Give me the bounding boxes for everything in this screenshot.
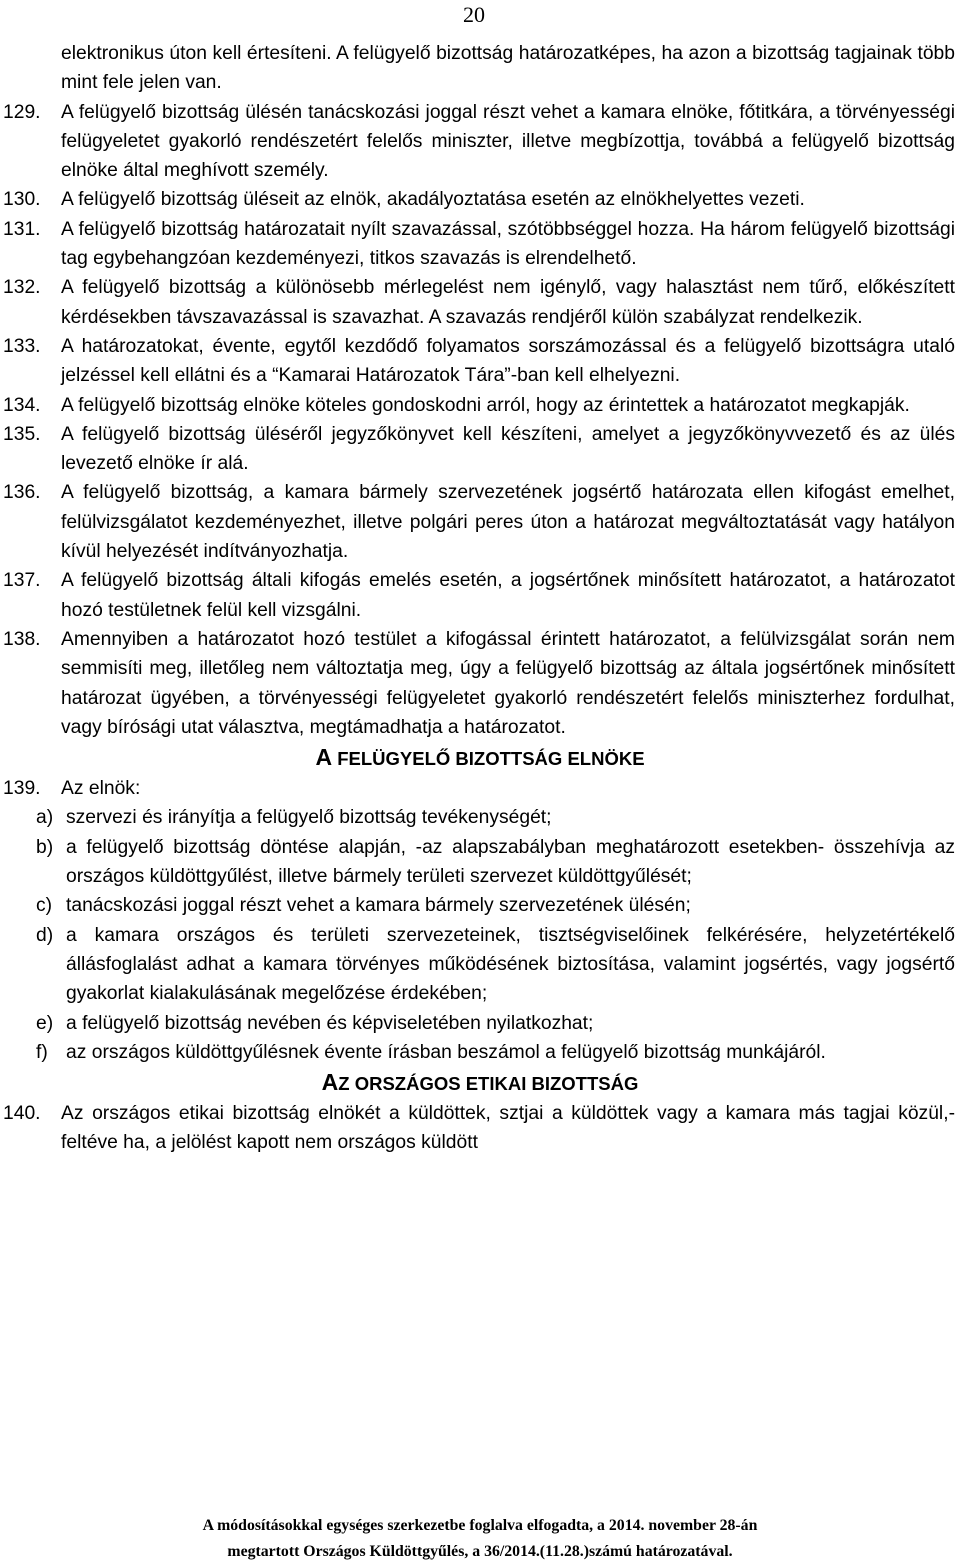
list-item [0,566,960,625]
heading-initial: A [321,1069,339,1096]
sub-list-item [0,833,960,892]
sub-item-letter: f) [36,1041,48,1063]
heading-rest: Z ORSZÁGOS ETIKAI BIZOTTSÁG [338,1073,639,1095]
list-item-140 [0,1099,960,1158]
items-list-part1 [0,98,960,743]
item-text: A felügyelő bizottság határozatait nyílt szavazással, szótöbbséggel hozza. Ha három felügyelő bizottsági tag egybehangzóan kezdeményezi, titkos szavazás is elrendelhető. [61,218,955,270]
heading-initial: A [315,744,333,771]
intro-paragraph [0,39,960,98]
list-item-139 [0,774,960,803]
sub-item-letter: b) [36,836,54,858]
list-item [0,332,960,391]
item-number: 136. [3,482,41,504]
item-text: A felügyelő bizottság üléséről jegyzőkönyvet kell készíteni, amelyet a jegyzőkönyvvezető és az ülés levezető elnöke ír alá. [61,423,955,475]
subitems-list [0,803,960,1067]
heading-rest: FELÜGYELŐ BIZOTTSÁG ELNÖKE [332,748,645,770]
document-body [0,39,960,1158]
list-item [0,273,960,332]
page-number: 20 [463,2,485,27]
item-number: 140. [3,1103,41,1125]
item-text: A felügyelő bizottság üléseit az elnök, akadályoztatása esetén az elnökhelyettes vezeti. [61,189,805,211]
item-text: A felügyelő bizottság, a kamara bármely szervezetének jogsértő határozata ellen kifogást emelhet, felülvizsgálatot kezdeményezhet, illetve polgári peres úton a határozat megváltoztatását vagy hatályon kívül helyezését indítványozhatja. [61,482,955,563]
item-text: Az elnök: [61,778,141,800]
list-item [0,625,960,742]
list-item [0,391,960,420]
sub-item-letter: d) [36,924,54,946]
sub-item-text: szervezi és irányítja a felügyelő bizottság tevékenységét; [66,807,552,829]
list-item [0,478,960,566]
item-number: 132. [3,277,41,299]
list-item [0,215,960,274]
sub-item-text: a kamara országos és területi szervezeteinek, tisztségviselőinek felkérésére, helyzetértékelő állásfoglalást adhat a kamara törvényes működésének biztosítása, valamint jogsértés, vagy jogsértő gyakorlat kialakulásának megelőzése érdekében; [66,924,955,1005]
section-heading-etikai [0,1067,960,1099]
sub-list-item [0,891,960,920]
item-text: A felügyelő bizottság a különösebb mérlegelést nem igénylő, vagy halasztást nem tűrő, előkészített kérdésekben távszavazással is szavazhat. A szavazás rendjéről külön szabályzat rendelkezik. [61,277,955,328]
item-text: Az országos etikai bizottság elnökét a küldöttek, sztjai a küldöttek vagy a kamara más tagjai közül,- feltéve ha, a jelölést kapott nem országos küldött [61,1103,955,1154]
list-item [0,420,960,479]
sub-item-letter: a) [36,807,54,829]
sub-list-item [0,1009,960,1038]
item-number: 138. [3,628,41,650]
footer-line-1: A módosításokkal egységes szerkezetbe foglalva elfogadta, a 2014. november 28-án [202,1517,758,1534]
sub-item-text: tanácskozási joggal részt vehet a kamara bármely szervezetének ülésén; [66,895,691,917]
item-text: A határozatokat, évente, egytől kezdődő folyamatos sorszámozással és a felügyelő bizottságra utaló jelzéssel kell ellátni és a “Kamarai Határozatok Tára”-ban kell elhelyezni. [61,335,955,387]
item-text: A felügyelő bizottság általi kifogás emelés esetén, a jogsértőnek minősített határozatot, a határozatot hozó testületnek felül kell vizsgálni. [61,570,955,621]
item-number: 130. [3,189,41,211]
list-item [0,98,960,186]
sub-item-text: az országos küldöttgyűlésnek évente írásban beszámol a felügyelő bizottság munkájáról. [66,1041,826,1063]
list-item [0,185,960,214]
sub-item-text: a felügyelő bizottság nevében és képviseletében nyilatkozhat; [66,1012,594,1034]
sub-item-letter: c) [36,895,53,917]
item-text: A felügyelő bizottság ülésén tanácskozási joggal részt vehet a kamara elnöke, főtitkára, a törvényességi felügyeletet gyakorló rendészetért felelős miniszter, illetve megbízottja, továbbá a felügyelő bizottság elnöke által meghívott személy. [61,101,955,182]
item-number: 139. [3,778,41,800]
intro-text: elektronikus úton kell értesíteni. A felügyelő bizottság határozatképes, ha azon a bizottság tagjainak több mint fele jelen van. [61,43,955,94]
item-number: 134. [3,394,41,416]
section-heading-elnoke [0,742,960,774]
item-text: A felügyelő bizottság elnöke köteles gondoskodni arról, hogy az érintettek a határozatot megkapják. [61,394,910,416]
item-number: 135. [3,423,41,445]
item-number: 133. [3,335,41,357]
footer-line-2: megtartott Országos Küldöttgyűlés, a 36/2014.(11.28.)számú határozatával. [227,1543,733,1560]
item-text: Amennyiben a határozatot hozó testület a kifogással érintett határozatot, a felülvizsgálat során nem semmisíti meg, illetőleg nem változtatja meg, úgy a felügyelő bizottság az általa jogsértőnek minősített határozat ügyében, a törvényességi felügyeletet gyakorló rendészetért felelős miniszterhez fordulhat, vagy bírósági utat választva, megtámadhatja a határozatot. [61,628,955,738]
item-number: 137. [3,570,41,592]
sub-list-item [0,921,960,1009]
item-number: 129. [3,101,41,123]
sub-item-letter: e) [36,1012,54,1034]
item-number: 131. [3,218,41,240]
sub-item-text: a felügyelő bizottság döntése alapján, -az alapszabályban meghatározott esetekben- összehívja az országos küldöttgyűlést, illetve bármely területi szervezet küldöttgyűlését; [66,836,955,888]
sub-list-item [0,1038,960,1067]
sub-list-item [0,803,960,832]
